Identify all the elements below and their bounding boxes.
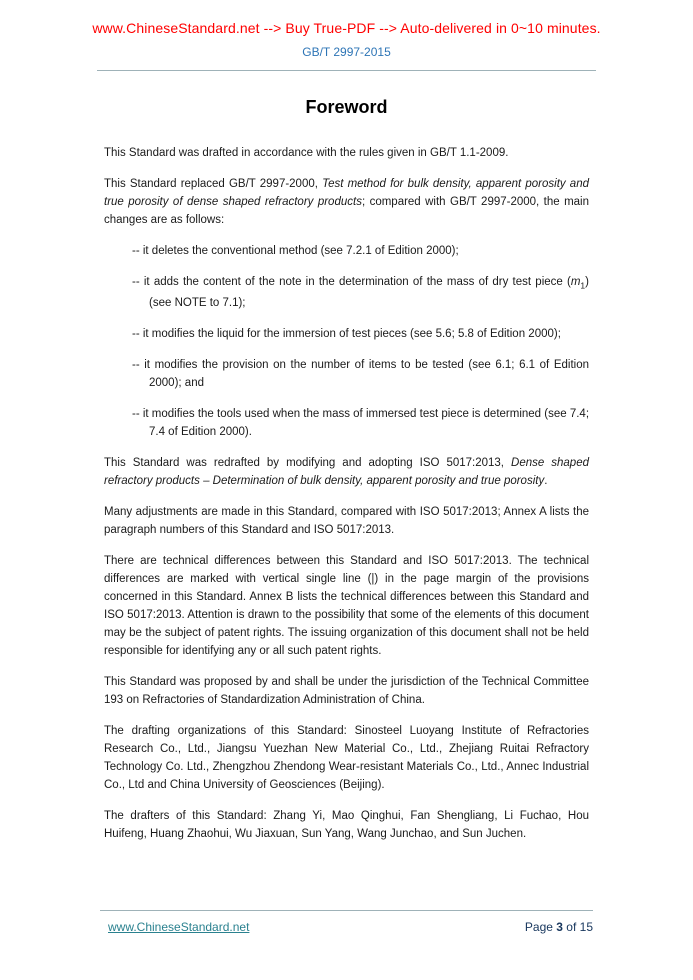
paragraph-text-italic: Dense shaped refractory products – Determination of bulk density, apparent porosity and true porosity	[104, 457, 589, 488]
foreword-paragraph-1: This Standard was drafted in accordance with the rules given in GB/T 1.1-2009.	[104, 147, 509, 159]
variable-symbol: m	[570, 276, 581, 288]
list-item-text: -- it adds the content of the note in the determination of the mass of dry test piece (	[132, 276, 571, 288]
paragraph-text-italic: Test method for bulk density, apparent porosity and true porosity of dense shaped refractory products	[104, 178, 589, 208]
page-label: Page	[524, 920, 557, 934]
foreword-paragraph-6: This Standard was proposed by and shall be under the jurisdiction of the Technical Committee 193 on Refractories of Standardization Administration of China.	[104, 676, 589, 707]
paragraph-text: This Standard replaced GB/T 2997-2000,	[104, 178, 323, 190]
page-header	[0, 0, 693, 71]
changes-list	[132, 242, 589, 441]
list-item-1: -- it deletes the conventional method (see 7.2.1 of Edition 2000);	[132, 245, 459, 257]
standard-number: GB/T 2997-2015	[302, 45, 391, 59]
list-item-4: -- it modifies the provision on the number of items to be tested (see 6.1; 6.1 of Edition 2000); and	[132, 359, 589, 390]
page-of-label: of	[562, 920, 580, 934]
header-divider	[97, 70, 596, 71]
paragraph-text: .	[544, 475, 548, 488]
document-body	[104, 144, 589, 843]
list-item-3: -- it modifies the liquid for the immersion of test pieces (see 5.6; 5.8 of Edition 2000);	[132, 328, 561, 341]
foreword-paragraph-3	[104, 454, 589, 490]
paragraph-text: ; compared with GB/T 2997-2000, the main changes are as follows:	[104, 196, 589, 226]
foreword-paragraph-8: The drafters of this Standard: Zhang Yi, Mao Qinghui, Fan Shengliang, Li Fuchao, Hou Huifeng, Huang Zhaohui, Wu Jiaxuan, Sun Yang, Wang Junchao, and Sun Juchen.	[104, 810, 589, 841]
foreword-paragraph-2	[104, 175, 589, 229]
page-indicator	[525, 920, 593, 934]
paragraph-text: This Standard was redrafted by modifying and adopting ISO 5017:2013,	[104, 457, 512, 470]
list-item-text: ) (see NOTE to 7.1);	[149, 276, 589, 310]
page-footer	[100, 910, 593, 934]
page-total: 15	[579, 920, 593, 934]
footer-website-link[interactable]: www.ChineseStandard.net	[108, 920, 250, 934]
promo-banner: www.ChineseStandard.net --> Buy True-PDF --> Auto-delivered in 0~10 minutes.	[92, 20, 601, 36]
page-title: Foreword	[305, 97, 388, 117]
variable-subscript: 1	[580, 280, 586, 291]
foreword-paragraph-4: Many adjustments are made in this Standard, compared with ISO 5017:2013; Annex A lists the paragraph numbers of this Standard and ISO 5017:2013.	[104, 506, 589, 537]
list-item-5: -- it modifies the tools used when the mass of immersed test piece is determined (see 7.4; 7.4 of Edition 2000).	[132, 408, 590, 439]
foreword-paragraph-5: There are technical differences between this Standard and ISO 5017:2013. The technical differences are marked with vertical single line (|) in the page margin of the provisions concerned in this Standard. Annex B lists the technical differences between this Standard and ISO 5017:2013. Attention is drawn to the possibility that some of the elements of this document may be the subject of patent rights. The issuing organization of this document shall not be held responsible for identifying any or all such patent rights.	[104, 555, 589, 658]
list-item-2	[132, 273, 589, 312]
foreword-paragraph-7: The drafting organizations of this Standard: Sinosteel Luoyang Institute of Refractories Research Co., Ltd., Jiangsu Yuezhan New Material Co., Ltd., Zhejiang Ruitai Refractory Technology Co. Ltd., Zhengzhou Zhendong Wear-resistant Materials Co., Ltd., Annec Industrial Co., Ltd and China University of Geosciences (Beijing).	[104, 725, 589, 792]
page-number: 3	[556, 920, 563, 934]
